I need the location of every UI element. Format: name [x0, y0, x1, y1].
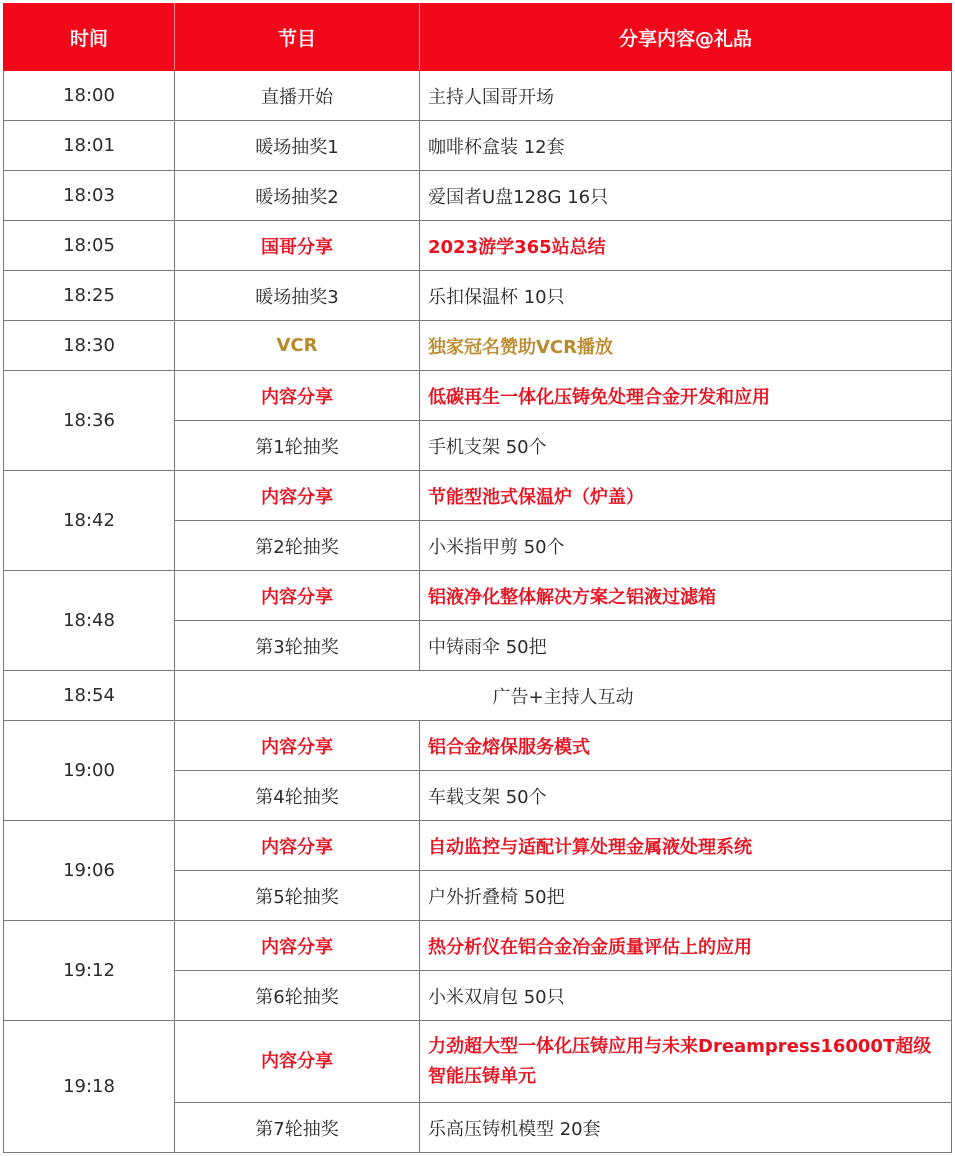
program-cell: 内容分享	[175, 471, 420, 521]
program-cell: 国哥分享	[175, 221, 420, 271]
program-cell: 内容分享	[175, 921, 420, 971]
lottery-cell: 第6轮抽奖	[175, 971, 420, 1021]
table-row	[4, 721, 952, 771]
content-cell: 独家冠名赞助VCR播放	[420, 321, 952, 371]
content-cell: 爱国者U盘128G 16只	[420, 171, 952, 221]
content-cell: 铝合金熔保服务模式	[420, 721, 952, 771]
program-cell: VCR	[175, 321, 420, 371]
time-cell: 19:06	[4, 821, 175, 921]
prize-cell: 小米双肩包 50只	[420, 971, 952, 1021]
lottery-cell: 第5轮抽奖	[175, 871, 420, 921]
program-cell: 内容分享	[175, 571, 420, 621]
time-cell: 19:18	[4, 1021, 175, 1153]
content-cell: 2023游学365站总结	[420, 221, 952, 271]
time-cell: 18:30	[4, 321, 175, 371]
program-cell: 直播开始	[175, 71, 420, 121]
table-row	[4, 671, 952, 721]
content-cell: 自动监控与适配计算处理金属液处理系统	[420, 821, 952, 871]
table-row	[4, 321, 952, 371]
prize-cell: 户外折叠椅 50把	[420, 871, 952, 921]
time-cell: 18:05	[4, 221, 175, 271]
header-row	[4, 4, 952, 71]
time-cell: 18:00	[4, 71, 175, 121]
content-cell: 节能型池式保温炉（炉盖）	[420, 471, 952, 521]
lottery-cell: 第4轮抽奖	[175, 771, 420, 821]
merged-cell: 广告+主持人互动	[175, 671, 952, 721]
lottery-cell: 第3轮抽奖	[175, 621, 420, 671]
prize-cell: 车载支架 50个	[420, 771, 952, 821]
header-time: 时间	[4, 4, 175, 71]
content-cell: 热分析仪在铝合金冶金质量评估上的应用	[420, 921, 952, 971]
time-cell: 18:36	[4, 371, 175, 471]
table-row	[4, 221, 952, 271]
table-row	[4, 1021, 952, 1103]
content-cell: 力劲超大型一体化压铸应用与未来Dreampress16000T超级智能压铸单元	[420, 1021, 952, 1103]
table-row	[4, 571, 952, 621]
program-cell: 内容分享	[175, 371, 420, 421]
prize-cell: 乐高压铸机模型 20套	[420, 1103, 952, 1153]
content-cell: 低碳再生一体化压铸免处理合金开发和应用	[420, 371, 952, 421]
program-cell: 暖场抽奖3	[175, 271, 420, 321]
program-cell: 内容分享	[175, 1021, 420, 1103]
table-row	[4, 821, 952, 871]
time-cell: 18:25	[4, 271, 175, 321]
prize-cell: 手机支架 50个	[420, 421, 952, 471]
lottery-cell: 第2轮抽奖	[175, 521, 420, 571]
time-cell: 18:01	[4, 121, 175, 171]
table-row	[4, 171, 952, 221]
time-cell: 19:00	[4, 721, 175, 821]
content-cell: 乐扣保温杯 10只	[420, 271, 952, 321]
table-row	[4, 371, 952, 421]
time-cell: 18:42	[4, 471, 175, 571]
program-cell: 暖场抽奖1	[175, 121, 420, 171]
prize-cell: 中铸雨伞 50把	[420, 621, 952, 671]
time-cell: 18:48	[4, 571, 175, 671]
schedule-table	[3, 3, 952, 1153]
table-row	[4, 121, 952, 171]
prize-cell: 小米指甲剪 50个	[420, 521, 952, 571]
program-cell: 暖场抽奖2	[175, 171, 420, 221]
content-cell: 铝液净化整体解决方案之铝液过滤箱	[420, 571, 952, 621]
content-cell: 主持人国哥开场	[420, 71, 952, 121]
table-row	[4, 471, 952, 521]
time-cell: 18:54	[4, 671, 175, 721]
header-content: 分享内容@礼品	[420, 4, 952, 71]
lottery-cell: 第7轮抽奖	[175, 1103, 420, 1153]
table-row	[4, 921, 952, 971]
table-row	[4, 71, 952, 121]
time-cell: 19:12	[4, 921, 175, 1021]
program-cell: 内容分享	[175, 721, 420, 771]
header-program: 节目	[175, 4, 420, 71]
program-cell: 内容分享	[175, 821, 420, 871]
table-row	[4, 271, 952, 321]
time-cell: 18:03	[4, 171, 175, 221]
content-cell: 咖啡杯盒装 12套	[420, 121, 952, 171]
lottery-cell: 第1轮抽奖	[175, 421, 420, 471]
